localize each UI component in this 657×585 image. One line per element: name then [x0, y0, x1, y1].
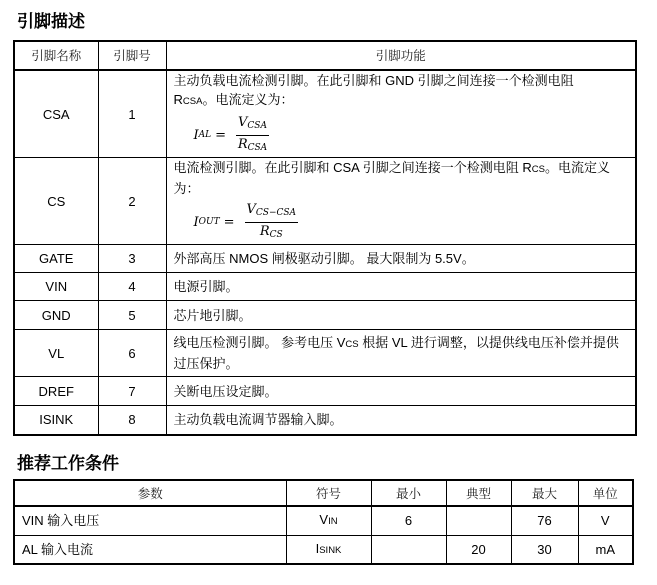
symbol-main: V	[319, 512, 329, 528]
formula-lhs-sub: OUT	[198, 217, 220, 227]
parameter: VIN 输入电压	[14, 506, 286, 535]
table-row	[14, 377, 636, 406]
min-value	[371, 535, 446, 564]
pin-name: ISINK	[14, 406, 98, 435]
table-row	[14, 245, 636, 273]
pin-function	[166, 330, 636, 377]
formula-den: R	[237, 137, 248, 152]
pin-function: 电源引脚。	[166, 273, 636, 301]
formula-lhs: I	[193, 128, 199, 143]
max-value: 30	[511, 535, 578, 564]
pin-number: 5	[98, 301, 166, 330]
symbol	[286, 506, 371, 535]
pin-function: 外部高压 NMOS 闸极驱动引脚。 最大限制为 5.5V。	[166, 245, 636, 273]
formula	[194, 201, 629, 244]
desc-symbol-sub: CSA	[182, 96, 203, 107]
header-max: 最大	[511, 480, 578, 506]
unit: V	[578, 506, 633, 535]
desc-text: 。电流定义为：	[173, 160, 610, 196]
formula-num-sub: CS−CSA	[255, 208, 297, 218]
pin-function: 关断电压设定脚。	[166, 377, 636, 406]
pin-name: CS	[14, 158, 98, 245]
desc-symbol: R	[173, 92, 183, 107]
pin-name: VIN	[14, 273, 98, 301]
pin-number: 8	[98, 406, 166, 435]
parameter: AL 输入电流	[14, 535, 286, 564]
formula-num: V	[246, 202, 256, 217]
formula-eq: =	[223, 215, 235, 230]
pin-number: 2	[98, 158, 166, 245]
symbol	[286, 535, 371, 564]
formula	[194, 114, 629, 157]
desc-symbol-sub: CS	[531, 164, 545, 175]
formula-den-sub: CS	[269, 230, 283, 240]
desc-symbol-sub: CS	[345, 339, 359, 350]
typ-value: 20	[446, 535, 511, 564]
pin-function: 芯片地引脚。	[166, 301, 636, 330]
formula-den: R	[259, 224, 270, 239]
table-row	[14, 330, 636, 377]
typ-value	[446, 506, 511, 535]
formula-num: V	[238, 115, 248, 130]
table-row	[14, 506, 633, 535]
header-unit: 单位	[578, 480, 633, 506]
formula-den-sub: CSA	[247, 143, 268, 153]
table-row	[14, 535, 633, 564]
formula-eq: =	[215, 128, 227, 143]
pin-name: VL	[14, 330, 98, 377]
max-value: 76	[511, 506, 578, 535]
pin-name: CSA	[14, 70, 98, 158]
pin-function	[166, 158, 636, 245]
pin-number: 3	[98, 245, 166, 273]
pin-number: 7	[98, 377, 166, 406]
table-row	[14, 301, 636, 330]
formula-num-sub: CSA	[247, 121, 267, 131]
header-pin-number: 引脚号	[98, 41, 166, 70]
pin-name: GND	[14, 301, 98, 330]
pin-function	[166, 70, 636, 158]
desc-text: 线电压检测引脚。 参考电压 V	[173, 335, 346, 350]
pin-description-title: 引脚描述	[17, 12, 85, 32]
table-row	[14, 406, 636, 435]
symbol-main: I	[315, 540, 320, 556]
operating-conditions-title: 推荐工作条件	[17, 454, 119, 474]
pin-number: 1	[98, 70, 166, 158]
table-row	[14, 273, 636, 301]
formula-lhs: I	[193, 215, 199, 230]
operating-conditions-table	[13, 479, 634, 565]
header-typ: 典型	[446, 480, 511, 506]
header-pin-name: 引脚名称	[14, 41, 98, 70]
pin-function: 主动负载电流调节器输入脚。	[166, 406, 636, 435]
header-symbol: 符号	[286, 480, 371, 506]
desc-text: 电流检测引脚。在此引脚和 CSA 引脚之间连接一个检测电阻 R	[173, 160, 532, 175]
table-row	[14, 70, 636, 158]
table-row	[14, 158, 636, 245]
header-min: 最小	[371, 480, 446, 506]
header-pin-function: 引脚功能	[166, 41, 636, 70]
formula-lhs-sub: AL	[198, 130, 212, 140]
pin-description-table	[13, 40, 637, 436]
pin-number: 6	[98, 330, 166, 377]
pin-name: GATE	[14, 245, 98, 273]
desc-text: 主动负载电流检测引脚。在此引脚和 GND 引脚之间连接一个检测电阻	[173, 73, 574, 88]
header-parameter: 参数	[14, 480, 286, 506]
desc-text: 根据 VL 进行调整，以提供线电压补偿并提供过压保护。	[173, 335, 619, 371]
pin-name: DREF	[14, 377, 98, 406]
symbol-sub: SINK	[319, 544, 342, 556]
symbol-sub: IN	[328, 516, 338, 528]
unit: mA	[578, 535, 633, 564]
pin-number: 4	[98, 273, 166, 301]
desc-text: 。电流定义为：	[202, 92, 294, 107]
min-value: 6	[371, 506, 446, 535]
